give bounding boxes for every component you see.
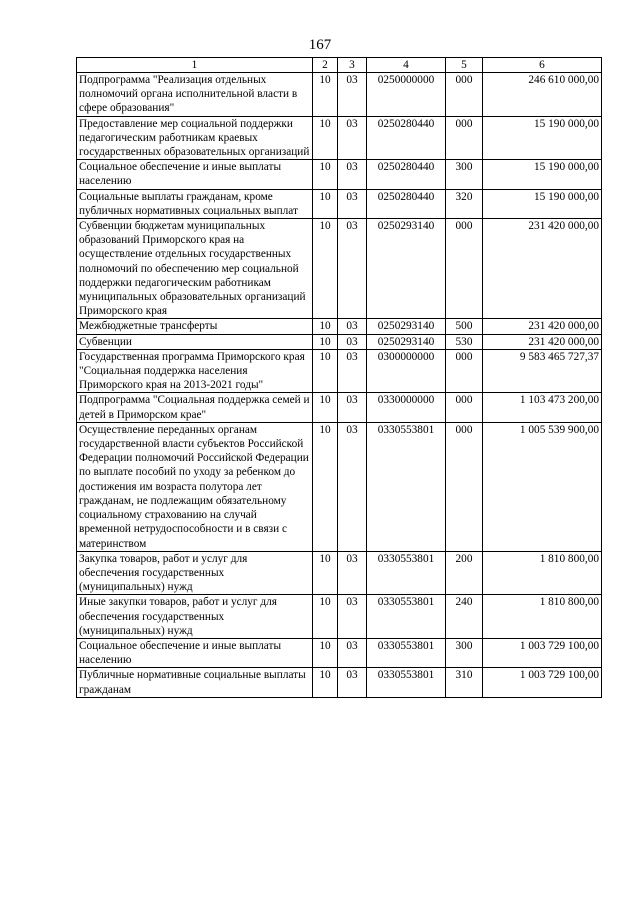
amount: 246 610 000,00	[483, 73, 602, 117]
target-article-code: 0330553801	[367, 595, 446, 639]
column-header: 3	[338, 58, 367, 73]
target-article-code: 0250293140	[367, 219, 446, 319]
target-article-code: 0330553801	[367, 638, 446, 667]
expense-type-code: 000	[446, 116, 483, 160]
item-name: Социальное обеспечение и иные выплаты населению	[77, 638, 313, 667]
table-row	[77, 116, 602, 160]
item-name: Субвенции бюджетам муниципальных образований Приморского края на осуществление отдельных государственных полномочий по обеспечению мер социальной поддержки педагогическим работникам муниципальных образовательных организаций Приморского края	[77, 219, 313, 319]
table-row	[77, 393, 602, 422]
column-header: 4	[367, 58, 446, 73]
column-header: 5	[446, 58, 483, 73]
section-code: 10	[313, 189, 338, 218]
item-name: Социальное обеспечение и иные выплаты населению	[77, 160, 313, 189]
target-article-code: 0330000000	[367, 393, 446, 422]
expense-type-code: 000	[446, 73, 483, 117]
table-row	[77, 551, 602, 595]
subsection-code: 03	[338, 334, 367, 349]
item-name: Социальные выплаты гражданам, кроме публичных нормативных социальных выплат	[77, 189, 313, 218]
target-article-code: 0250000000	[367, 73, 446, 117]
amount: 231 420 000,00	[483, 334, 602, 349]
subsection-code: 03	[338, 551, 367, 595]
expense-type-code: 300	[446, 638, 483, 667]
section-code: 10	[313, 551, 338, 595]
expense-type-code: 320	[446, 189, 483, 218]
item-name: Подпрограмма "Социальная поддержка семей и детей в Приморском крае"	[77, 393, 313, 422]
table-row	[77, 595, 602, 639]
target-article-code: 0250293140	[367, 334, 446, 349]
item-name: Субвенции	[77, 334, 313, 349]
target-article-code: 0330553801	[367, 551, 446, 595]
expense-type-code: 500	[446, 319, 483, 334]
table-row	[77, 334, 602, 349]
section-code: 10	[313, 422, 338, 551]
target-article-code: 0250293140	[367, 319, 446, 334]
subsection-code: 03	[338, 393, 367, 422]
subsection-code: 03	[338, 319, 367, 334]
subsection-code: 03	[338, 219, 367, 319]
table-row	[77, 668, 602, 697]
expense-type-code: 240	[446, 595, 483, 639]
section-code: 10	[313, 334, 338, 349]
subsection-code: 03	[338, 638, 367, 667]
table-row	[77, 349, 602, 393]
amount: 1 003 729 100,00	[483, 638, 602, 667]
section-code: 10	[313, 73, 338, 117]
table-row	[77, 219, 602, 319]
target-article-code: 0250280440	[367, 116, 446, 160]
table-header-row	[77, 58, 602, 73]
target-article-code: 0300000000	[367, 349, 446, 393]
expense-type-code: 000	[446, 219, 483, 319]
item-name: Государственная программа Приморского края "Социальная поддержка населения Приморского края на 2013-2021 годы"	[77, 349, 313, 393]
amount: 15 190 000,00	[483, 160, 602, 189]
amount: 231 420 000,00	[483, 319, 602, 334]
amount: 231 420 000,00	[483, 219, 602, 319]
section-code: 10	[313, 219, 338, 319]
section-code: 10	[313, 116, 338, 160]
table-row	[77, 319, 602, 334]
item-name: Иные закупки товаров, работ и услуг для обеспечения государственных (муниципальных) нужд	[77, 595, 313, 639]
column-header: 6	[483, 58, 602, 73]
table-row	[77, 160, 602, 189]
column-header: 1	[77, 58, 313, 73]
subsection-code: 03	[338, 668, 367, 697]
subsection-code: 03	[338, 595, 367, 639]
amount: 1 003 729 100,00	[483, 668, 602, 697]
budget-table	[76, 57, 602, 698]
table-row	[77, 638, 602, 667]
item-name: Публичные нормативные социальные выплаты гражданам	[77, 668, 313, 697]
section-code: 10	[313, 595, 338, 639]
subsection-code: 03	[338, 116, 367, 160]
expense-type-code: 310	[446, 668, 483, 697]
target-article-code: 0330553801	[367, 668, 446, 697]
expense-type-code: 300	[446, 160, 483, 189]
item-name: Межбюджетные трансферты	[77, 319, 313, 334]
column-header: 2	[313, 58, 338, 73]
item-name: Предоставление мер социальной поддержки педагогическим работникам краевых государственных образовательных организаций	[77, 116, 313, 160]
amount: 1 810 800,00	[483, 595, 602, 639]
amount: 1 005 539 900,00	[483, 422, 602, 551]
item-name: Закупка товаров, работ и услуг для обеспечения государственных (муниципальных) нужд	[77, 551, 313, 595]
section-code: 10	[313, 349, 338, 393]
section-code: 10	[313, 638, 338, 667]
expense-type-code: 000	[446, 349, 483, 393]
subsection-code: 03	[338, 422, 367, 551]
expense-type-code: 530	[446, 334, 483, 349]
page-number: 167	[308, 37, 332, 53]
subsection-code: 03	[338, 160, 367, 189]
expense-type-code: 000	[446, 422, 483, 551]
target-article-code: 0250280440	[367, 189, 446, 218]
expense-type-code: 200	[446, 551, 483, 595]
expense-type-code: 000	[446, 393, 483, 422]
amount: 15 190 000,00	[483, 116, 602, 160]
table-row	[77, 422, 602, 551]
section-code: 10	[313, 668, 338, 697]
target-article-code: 0250280440	[367, 160, 446, 189]
table-row	[77, 73, 602, 117]
item-name: Подпрограмма "Реализация отдельных полномочий органа исполнительной власти в сфере образования"	[77, 73, 313, 117]
table-row	[77, 189, 602, 218]
subsection-code: 03	[338, 189, 367, 218]
target-article-code: 0330553801	[367, 422, 446, 551]
amount: 15 190 000,00	[483, 189, 602, 218]
section-code: 10	[313, 319, 338, 334]
subsection-code: 03	[338, 349, 367, 393]
amount: 1 810 800,00	[483, 551, 602, 595]
amount: 9 583 465 727,37	[483, 349, 602, 393]
section-code: 10	[313, 393, 338, 422]
subsection-code: 03	[338, 73, 367, 117]
item-name: Осуществление переданных органам государственной власти субъектов Российской Федерации полномочий Российской Федерации по выплате пособий по уходу за ребенком до достижения им возраста полутора лет гражданам, не подлежащим обязательному социальному страхованию на случай временной нетрудоспособности и в связи с материнством	[77, 422, 313, 551]
amount: 1 103 473 200,00	[483, 393, 602, 422]
section-code: 10	[313, 160, 338, 189]
